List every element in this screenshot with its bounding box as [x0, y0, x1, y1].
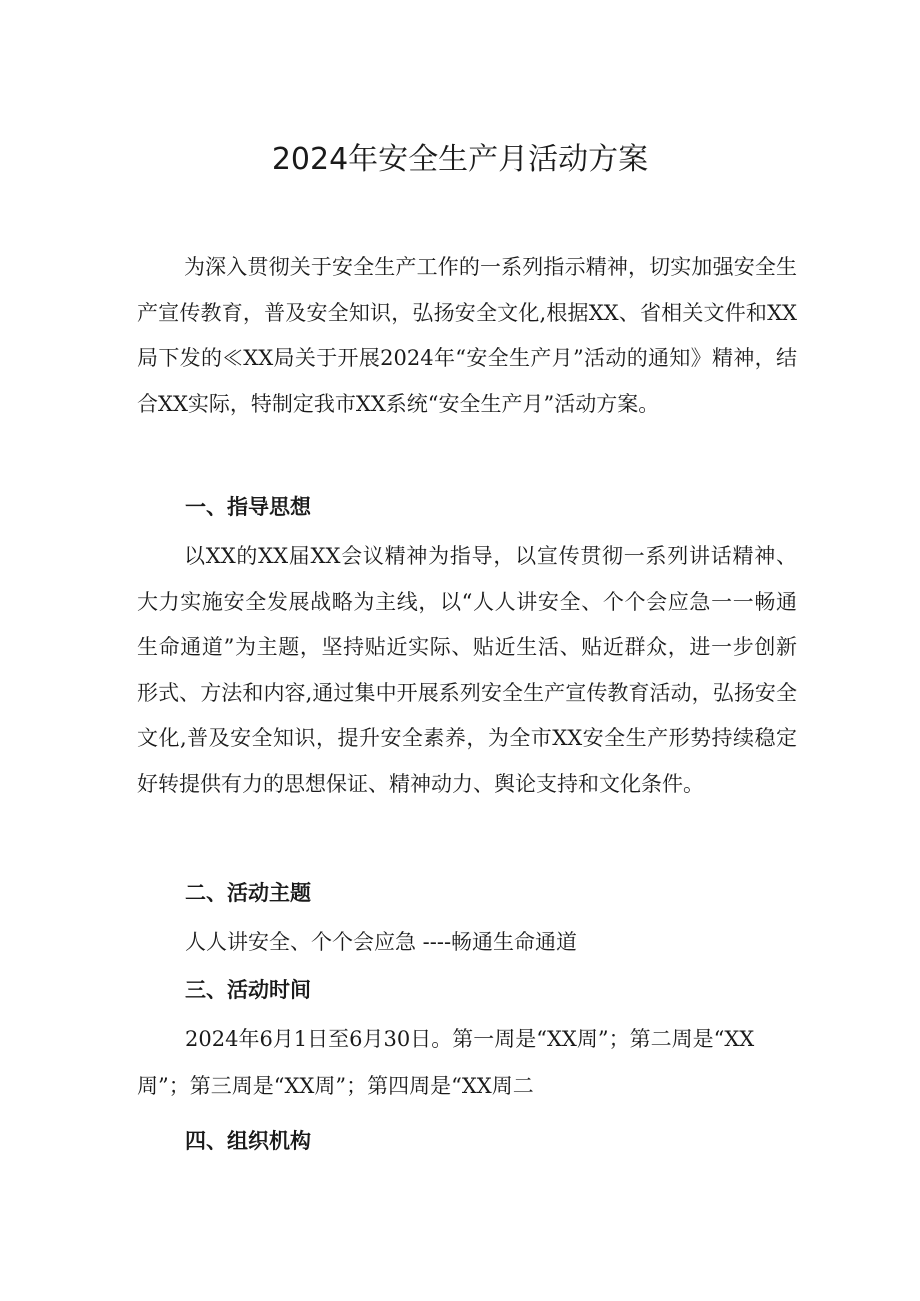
section-body-activity-time-line-2: 周”；第三周是“XX周”；第四周是“XX周二 [137, 1074, 534, 1098]
section-body-activity-time-line-1: 2024年6月1日至6月30日。第一周是“XX周”；第二周是“XX [185, 1027, 755, 1051]
document-title: 2024年安全生产月活动方案 [271, 142, 649, 177]
intro-paragraph: 为深入贯彻关于安全生产工作的一系列指示精神，切实加强安全生产宣传教育，普及安全知识，弘扬安全文化,根据XX、省相关文件和XX局下发的≪XX局关于开展2024年“安全生产月”活动的通知》精神，结合XX实际，特制定我市XX系统“安全生产月”活动方案。 [137, 255, 797, 416]
section-body-activity-theme: 人人讲安全、个个会应急 ----畅通生命通道 [185, 930, 578, 954]
section-heading-organization: 四、组织机构 [185, 1129, 311, 1153]
section-heading-guiding-ideology: 一、指导思想 [185, 495, 311, 519]
section-body-guiding-ideology: 以XX的XX届XX会议精神为指导，以宣传贯彻一系列讲话精神、大力实施安全发展战略为主线，以“人人讲安全、个个会应急一一畅通生命通道”为主题，坚持贴近实际、贴近生活、贴近群众，进一步创新形式、方法和内容,通过集中开展系列安全生产宣传教育活动，弘扬安全文化,普及安全知识，提升安全素养，为全市XX安全生产形势持续稳定好转提供有力的思想保证、精神动力、舆论支持和文化条件。 [137, 544, 797, 796]
section-heading-activity-time: 三、活动时间 [185, 978, 311, 1002]
section-heading-activity-theme: 二、活动主题 [185, 881, 311, 905]
